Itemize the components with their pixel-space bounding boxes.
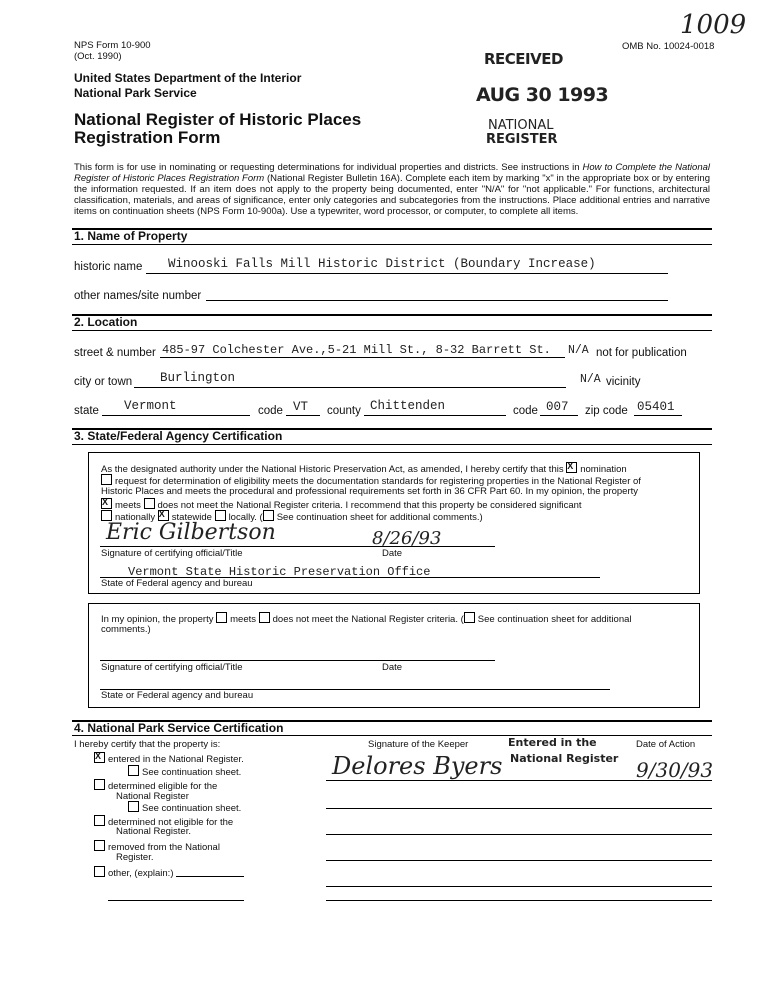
action-date-value: 9/30/93 <box>636 758 714 782</box>
eligible-continuation-checkbox[interactable] <box>128 801 139 812</box>
meets-checkbox[interactable] <box>101 498 112 509</box>
entered-stamp-line1: Entered in the <box>508 736 597 749</box>
nps-item-other: other, (explain:) <box>94 866 173 879</box>
zip-label: zip code <box>585 405 628 417</box>
nps-intro: I hereby certify that the property is: <box>74 739 221 750</box>
certification-date: 8/26/93 <box>372 528 442 549</box>
other-names-label: other names/site number <box>74 290 202 302</box>
section4-heading: 4. National Park Service Certification <box>74 721 284 735</box>
nps-item-eligible-line2: National Register <box>116 791 189 802</box>
keeper-line-6 <box>326 900 712 901</box>
keeper-line-4 <box>326 860 712 861</box>
instructions: This form is for use in nominating or requesting determinations for individual properties and districts. See instructions in How to Complete the National Register of Historic Places Registration Form (National Register Bulletin 16A). Complete each item by marking "x" in the appropriate box or by entering the information requested. If an item does not apply to the property being documented, enter "N/A" for "not applicable." For functions, architectural classification, materials, and areas of significance, enter only categories and subcategories from the instructions. Place additional entries and narrative items on continuation sheets (NPS Form 10-900a). Use a typewriter, word processor, or computer, to complete all items. <box>74 162 710 217</box>
county-label: county <box>327 405 361 417</box>
signature-label: Signature of certifying official/Title <box>101 548 243 559</box>
keeper-line-1 <box>326 780 712 781</box>
county-code-value: 007 <box>546 400 569 414</box>
state-value: Vermont <box>124 399 177 413</box>
cert-line5: nationally X statewide locally. ( See continuation sheet for additional comments.) <box>101 510 483 523</box>
opinion-does-not-meet-checkbox[interactable] <box>259 612 270 623</box>
opinion-continuation-checkbox[interactable] <box>464 612 475 623</box>
nps-item-removed-line2: Register. <box>116 852 154 863</box>
stamp-national: NATIONAL <box>488 118 554 133</box>
other-checkbox[interactable] <box>94 866 105 877</box>
date-label: Date <box>382 548 403 559</box>
nps-item-removed: removed from the National <box>94 840 220 853</box>
state-label: state <box>74 405 99 417</box>
entered-continuation-checkbox[interactable] <box>128 765 139 776</box>
keeper-line-2 <box>326 808 712 809</box>
opinion-meets-checkbox[interactable] <box>216 612 227 623</box>
keeper-signature: Delores Byers <box>332 752 503 780</box>
nps-item-eligible: determined eligible for the <box>94 779 217 792</box>
section2-heading: 2. Location <box>74 315 138 329</box>
keeper-label: Signature of the Keeper <box>368 739 469 750</box>
keeper-line-3 <box>326 834 712 835</box>
state-code-value: VT <box>293 400 309 414</box>
cert-line3: Historic Places and meets the procedural and professional requirements set forth in 36 CFR Part 60. In my opinion, the property <box>101 486 639 497</box>
zip-value: 05401 <box>637 400 675 414</box>
stamp-register: REGISTER <box>486 132 558 147</box>
service: National Park Service <box>74 86 197 100</box>
street-value: 485-97 Colchester Ave.,5-21 Mill St., 8-32 Barrett St. <box>162 343 551 357</box>
county-code-label: code <box>513 405 538 417</box>
agency-label: State of Federal agency and bureau <box>101 578 253 589</box>
street-label: street & number <box>74 347 156 359</box>
section2-underline <box>72 330 712 331</box>
removed-checkbox[interactable] <box>94 840 105 851</box>
not-for-publication-label: not for publication <box>596 347 687 359</box>
vicinity-label: vicinity <box>606 376 641 388</box>
other-names-field[interactable] <box>206 286 668 301</box>
certifying-signature: Eric Gilbertson <box>106 520 276 545</box>
county-value: Chittenden <box>370 399 446 413</box>
does-not-meet-checkbox[interactable] <box>144 498 155 509</box>
form-title-line1: National Register of Historic Places <box>74 110 362 129</box>
date2-label: Date <box>382 662 403 673</box>
other-explain-line2[interactable] <box>108 900 244 901</box>
opinion-comments: comments.) <box>101 624 151 635</box>
section2-rule <box>72 314 712 316</box>
cert-line2: request for determination of eligibility meets the documentation standards for registering properties in the National Register of <box>101 474 641 487</box>
form-date: (Oct. 1990) <box>74 51 122 62</box>
historic-name-label: historic name <box>74 261 143 273</box>
cert-line1: As the designated authority under the National Historic Preservation Act, as amended, I hereby certify that this X nomination <box>101 462 627 475</box>
action-date-label: Date of Action <box>636 739 696 750</box>
state-code-label: code <box>258 405 283 417</box>
nps-item-entered-cont: See continuation sheet. <box>128 765 241 778</box>
page-number: 1009 <box>680 10 747 40</box>
received-date: AUG 30 1993 <box>476 84 609 106</box>
received-stamp: RECEIVED <box>484 50 563 68</box>
request-checkbox[interactable] <box>101 474 112 485</box>
keeper-line-5 <box>326 886 712 887</box>
agency-value: Vermont State Historic Preservation Office <box>128 565 431 579</box>
section1-heading: 1. Name of Property <box>74 229 188 243</box>
omb-number: OMB No. 10024-0018 <box>622 41 715 52</box>
historic-name-value: Winooski Falls Mill Historic District (Boundary Increase) <box>168 257 596 271</box>
signature2-line <box>100 660 495 661</box>
signature2-label: Signature of certifying official/Title <box>101 662 243 673</box>
nomination-checkbox[interactable] <box>566 462 577 473</box>
nps-item-entered: Xentered in the National Register. <box>94 752 244 765</box>
section4-underline <box>72 735 712 736</box>
section3-heading: 3. State/Federal Agency Certification <box>74 429 283 443</box>
department: United States Department of the Interior <box>74 71 302 85</box>
city-label: city or town <box>74 376 133 388</box>
form-title-line2: Registration Form <box>74 128 221 147</box>
nps-item-eligible-cont: See continuation sheet. <box>128 801 241 814</box>
other-explain-line[interactable] <box>176 876 244 877</box>
cert-line4: Xmeets does not meet the National Register criteria. I recommend that this property be considered significant <box>101 498 582 511</box>
entered-stamp-line2: National Register <box>510 752 619 765</box>
vicinity-value: N/A <box>580 373 601 386</box>
nps-item-not-eligible-line2: National Register. <box>116 826 191 837</box>
section1-underline <box>72 244 712 245</box>
eligible-checkbox[interactable] <box>94 779 105 790</box>
form-number: NPS Form 10-900 <box>74 40 151 51</box>
not-for-publication-value: N/A <box>568 344 589 357</box>
city-value: Burlington <box>160 371 236 385</box>
section3-underline <box>72 444 712 445</box>
nps-item-not-eligible: determined not eligible for the <box>94 815 233 828</box>
not-eligible-checkbox[interactable] <box>94 815 105 826</box>
opinion-line1: In my opinion, the property meets does not meet the National Register criteria. ( See continuation sheet for additional <box>101 614 632 625</box>
agency2-label: State or Federal agency and bureau <box>101 690 254 701</box>
entered-checkbox[interactable] <box>94 752 105 763</box>
